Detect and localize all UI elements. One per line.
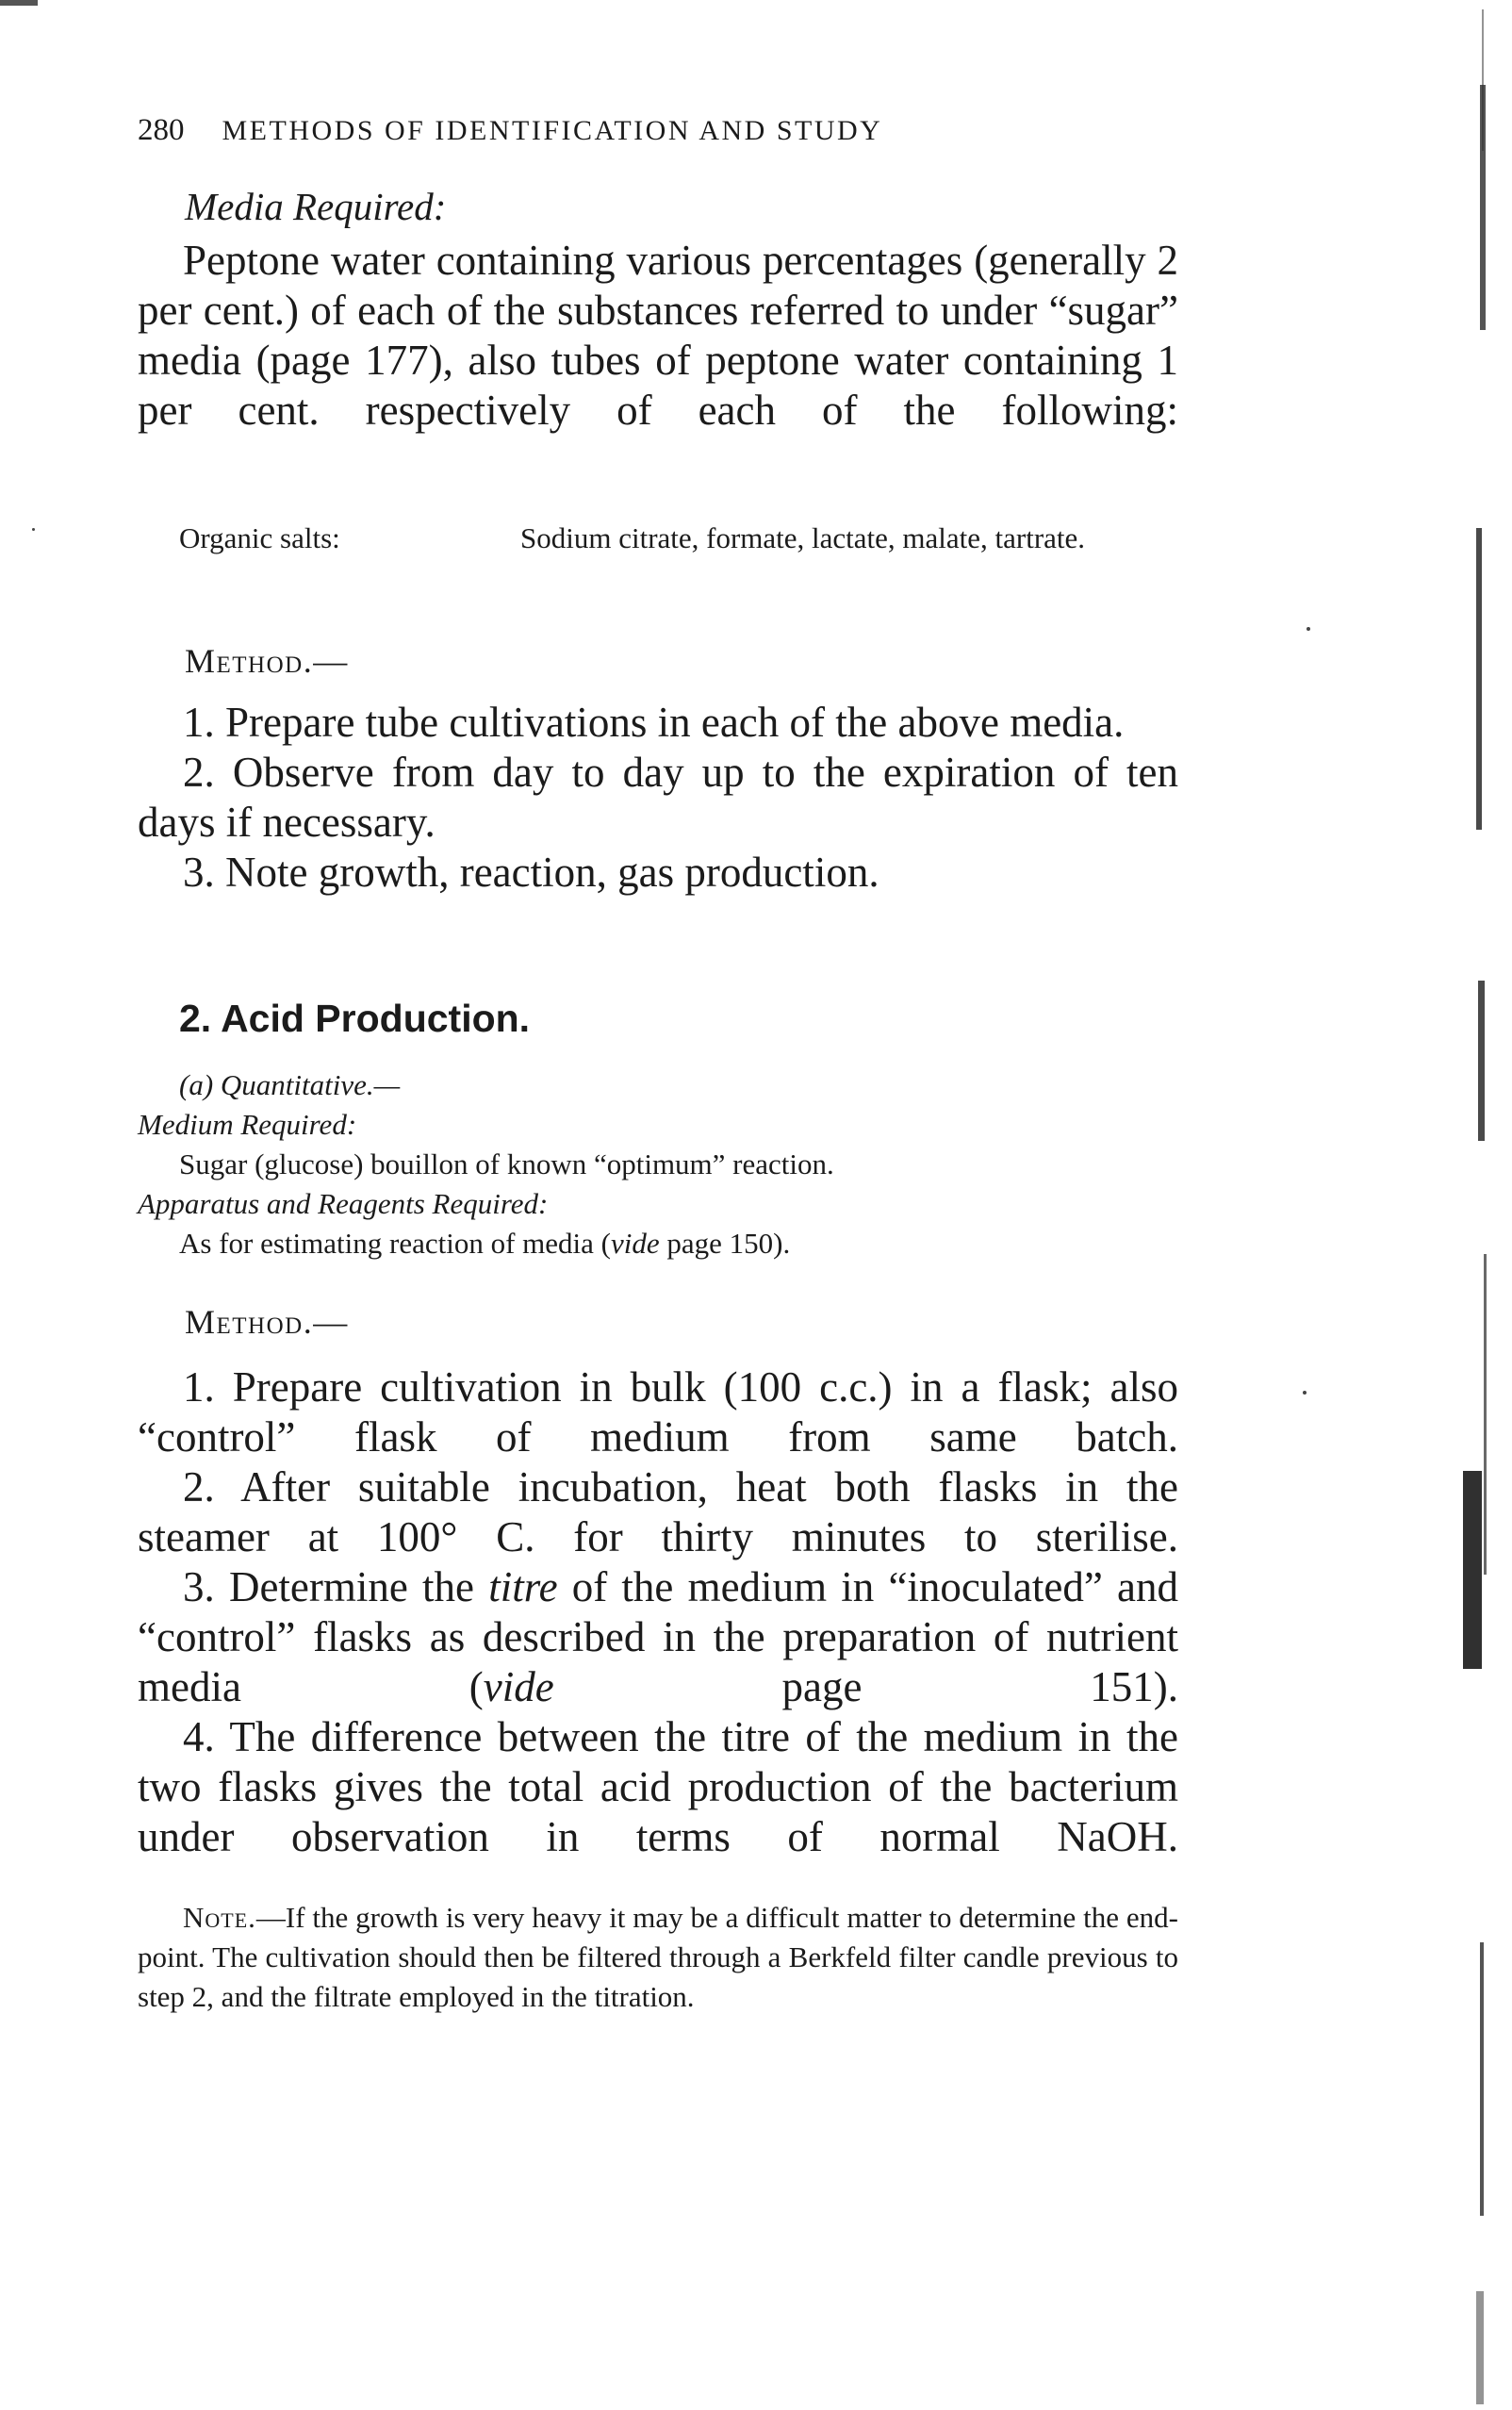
apparatus-vide: vide (610, 1227, 660, 1260)
page-number: 280 (138, 113, 185, 147)
note-text: —If the growth is very heavy it may be a difficult matter to determine the end-point. The cultivation should then be filtered through a Berkfeld filter candle previous to step 2, and the filtrate employed in the titration. (138, 1901, 1178, 2013)
acid-production-requirements (138, 1065, 1193, 1263)
page-edge-shadow (1480, 1942, 1484, 2216)
organic-salts-value: Sodium citrate, formate, lactate, malate, tartrate. (520, 521, 1086, 554)
scan-speck (1303, 1391, 1307, 1395)
method-2-step-2: 2. After suitable incubation, heat both flasks in the steamer at 100° C. for thirty minutes to sterilise. (138, 1463, 1178, 1560)
medium-required-text: Sugar (glucose) bouillon of known “optimum” reaction. (179, 1147, 834, 1180)
apparatus-label: Apparatus and Reagents Required: (138, 1187, 549, 1220)
media-required-paragraph: Peptone water containing various percentages (generally 2 per cent.) of each of the substances referred to under “sugar” media (page 177), also tubes of peptone water containing 1 per cent. respectively of each of the following: (138, 237, 1178, 434)
page-edge-shadow (1476, 2291, 1484, 2404)
scan-artifact-top (0, 0, 38, 6)
method-1-steps (138, 698, 1178, 898)
quantitative-subheading: (a) Quantitative.— (179, 1068, 401, 1101)
method-2-step-1: 1. Prepare cultivation in bulk (100 c.c.) in a flask; also “control” flask of medium from same batch. (138, 1363, 1178, 1461)
footnote (138, 1898, 1178, 2017)
medium-required-label: Medium Required: (138, 1108, 357, 1141)
method-heading: Method.— (185, 642, 349, 680)
step-3-titre: titre (488, 1563, 558, 1610)
page-edge-shadow (1484, 1254, 1487, 1575)
apparatus-text (138, 1224, 1193, 1263)
note-lead: Note. (183, 1901, 256, 1934)
step-3-vide: vide (483, 1663, 554, 1710)
apparatus-text-pre: As for estimating reaction of media ( (179, 1227, 611, 1260)
running-title: METHODS OF IDENTIFICATION AND STUDY (222, 115, 883, 146)
method-2-steps (138, 1362, 1178, 1862)
method-1-step-2: 2. Observe from day to day up to the expiration of ten days if necessary. (138, 749, 1178, 846)
page-edge-shadow (1480, 85, 1486, 330)
method-1-step-1: 1. Prepare tube cultivations in each of the above media. (183, 699, 1125, 746)
section-heading-acid-production: 2. Acid Production. (179, 997, 531, 1040)
media-required-heading: Media Required: (185, 185, 447, 228)
step-3-post: page 151). (553, 1663, 1178, 1710)
method-1-step-3: 3. Note growth, reaction, gas production. (183, 849, 879, 896)
scan-speck (1307, 627, 1310, 631)
page-edge-shadow (1476, 528, 1482, 830)
page-edge-shadow (1478, 981, 1485, 1141)
method-2-step-4: 4. The difference between the titre of the medium in the two flasks gives the total acid production of the bacterium under observation in terms of normal NaOH. (138, 1713, 1178, 1860)
method-heading-2: Method.— (185, 1303, 349, 1341)
step-3-mid: of the medium in “inoculated” and “control” flasks as described in the preparation of nutrient media ( (138, 1563, 1178, 1710)
page-edge-shadow (1463, 1471, 1482, 1669)
running-header (138, 113, 1175, 148)
scan-speck (32, 528, 35, 531)
apparatus-text-post: page 150). (659, 1227, 791, 1260)
method-2-step-3 (138, 1562, 1178, 1712)
organic-salts-label: Organic salts: (179, 521, 340, 554)
step-3-pre: 3. Determine the (183, 1563, 489, 1610)
